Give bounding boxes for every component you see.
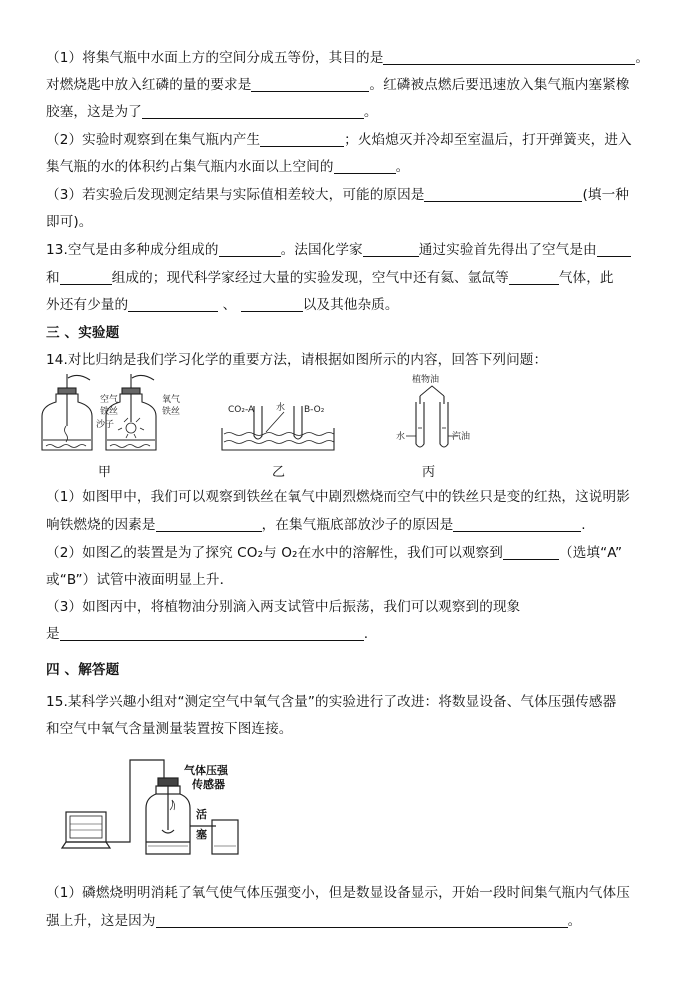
- q15-part1-line1: （1）磷燃烧明明消耗了氧气使气体压强变小，但是数显设备显示，开始一段时间集气瓶内气体压: [46, 885, 630, 901]
- section-heading-experiment: 三 、实验题: [46, 325, 120, 341]
- label-oxygen: 氧气: [162, 395, 181, 405]
- answer-blank[interactable]: [597, 242, 631, 257]
- q14-part1-line1: （1）如图甲中，我们可以观察到铁丝在氧气中剧烈燃烧而空气中的铁丝只是变的红热，这说明影: [46, 489, 630, 505]
- label-air: 空气: [100, 395, 119, 405]
- label-water: 水: [396, 432, 406, 442]
- q14-figure: [40, 372, 480, 482]
- answer-blank[interactable]: [383, 50, 635, 65]
- label-o2-tube-b: B-O₂: [304, 405, 325, 415]
- q12-part3-line1: （3）若实验后发现测定结果与实际值相差较大，可能的原因是 (填一种: [46, 187, 629, 203]
- q12-part1-line2: 对燃烧匙中放入红磷的量的要求是 。红磷被点燃后要迅速放入集气瓶内塞紧橡: [46, 77, 630, 93]
- answer-blank[interactable]: [156, 913, 568, 928]
- label-gasoline: 汽油: [452, 432, 471, 442]
- q12-part2-line2: 集气瓶的水的体积约占集气瓶内水面以上空间的 。: [46, 159, 410, 175]
- caption-yi: 乙: [272, 465, 286, 480]
- answer-blank[interactable]: [260, 132, 344, 147]
- label-vegetable-oil: 植物油: [412, 375, 440, 385]
- label-iron-wire: 铁丝: [100, 407, 119, 417]
- q12-part1-line3: 胶塞，这是为了 。: [46, 104, 378, 120]
- q14-part2-line2: 或“B”）试管中液面明显上升．: [46, 572, 234, 588]
- answer-blank[interactable]: [142, 104, 364, 119]
- answer-blank[interactable]: [503, 545, 559, 560]
- q14-part2-line1: （2）如图乙的装置是为了探究 CO₂与 O₂在水中的溶解性，我们可以观察到 （选填“A”: [46, 545, 623, 561]
- q13-line1: 13.空气是由多种成分组成的 。法国化学家 通过实验首先得出了空气是由: [46, 240, 631, 260]
- label-water: 水: [276, 403, 286, 413]
- q15-part1-line2: 强上升，这是因为 。: [46, 913, 582, 929]
- q14-intro: 14.对比归纳是我们学习化学的重要方法，请根据如图所示的内容，回答下列问题：: [46, 352, 548, 368]
- answer-blank[interactable]: [251, 77, 369, 92]
- answer-blank[interactable]: [363, 242, 419, 257]
- q12-part3-line2: 即可)。: [46, 214, 93, 230]
- label-co2-tube-a: CO₂-A: [228, 405, 255, 415]
- section-heading-answer: 四 、解答题: [46, 662, 120, 678]
- answer-blank[interactable]: [60, 270, 112, 285]
- q12-part2-line1: （2）实验时观察到在集气瓶内产生 ；火焰熄灭并冷却至室温后，打开弹簧夹，进入: [46, 132, 632, 148]
- q14-part3-line2: 是 .: [46, 626, 369, 642]
- label-stopcock: 活: [196, 808, 207, 821]
- label-sensor: 传感器: [192, 778, 225, 791]
- answer-blank[interactable]: [334, 159, 396, 174]
- answer-blank[interactable]: [60, 626, 364, 641]
- label-stopcock: 塞: [196, 828, 207, 841]
- q14-part3-line1: （3）如图丙中，将植物油分别滴入两支试管中后振荡，我们可以观察到的现象: [46, 599, 521, 615]
- answer-blank[interactable]: [509, 270, 559, 285]
- label-pressure-sensor: 气体压强: [184, 764, 228, 777]
- q13-line3: 外还有少量的 、 以及其他杂质。: [46, 297, 399, 313]
- figure-bing: [406, 386, 458, 447]
- caption-jia: 甲: [98, 465, 112, 480]
- q12-part1-line1: （1）将集气瓶中水面上方的空间分成五等份，其目的是 。: [46, 50, 650, 66]
- q14-part1-line2: 响铁燃烧的因素是 ，在集气瓶底部放沙子的原因是 .: [46, 517, 586, 533]
- answer-blank[interactable]: [128, 297, 218, 312]
- answer-blank[interactable]: [424, 187, 582, 202]
- answer-blank[interactable]: [453, 517, 581, 532]
- answer-blank[interactable]: [156, 517, 262, 532]
- label-iron-wire: 铁丝: [162, 407, 181, 417]
- q15-intro-line1: 15.某科学兴趣小组对“测定空气中氧气含量”的实验进行了改进：将数显设备、气体压强传感器: [46, 694, 617, 710]
- caption-bing: 丙: [422, 465, 436, 480]
- answer-blank[interactable]: [219, 242, 281, 257]
- q13-line2: 和 组成的；现代科学家经过大量的实验发现，空气中还有氦、氩氙等 气体，此: [46, 270, 614, 286]
- q15-apparatus-figure: [60, 756, 260, 868]
- answer-blank[interactable]: [241, 297, 303, 312]
- label-sand: 沙子: [96, 420, 115, 430]
- figure-jia: [42, 374, 156, 450]
- q15-intro-line2: 和空气中氧气含量测量装置按下图连接。: [46, 721, 293, 737]
